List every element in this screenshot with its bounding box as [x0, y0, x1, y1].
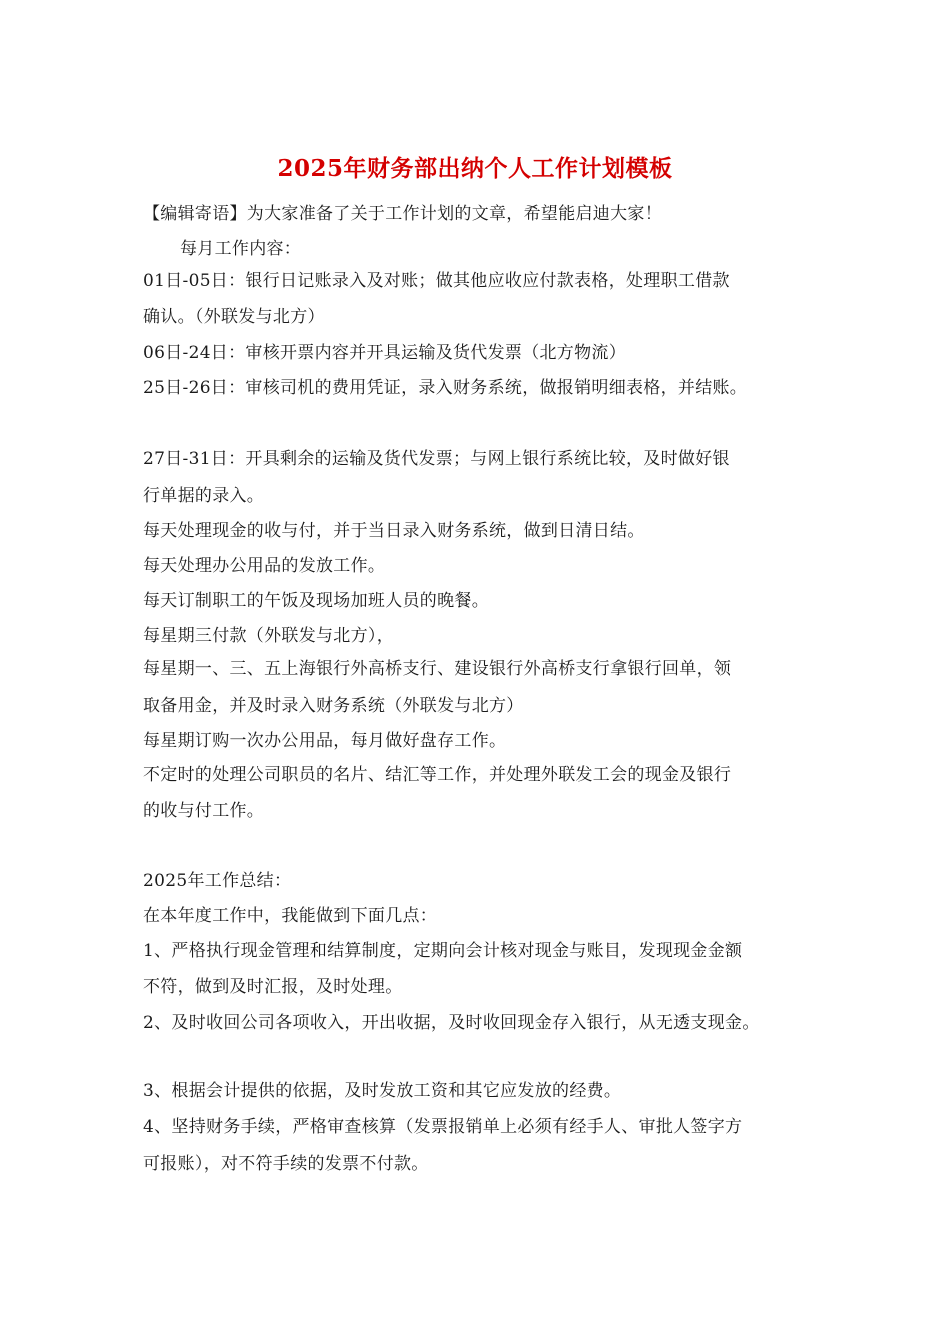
paragraph-line: 01日-05日：银行日记账录入及对账；做其他应收应付款表格，处理职工借款: [143, 271, 730, 291]
paragraph-line: 每天处理办公用品的发放工作。: [143, 556, 386, 576]
paragraph-line: 每天处理现金的收与付，并于当日录入财务系统，做到日清日结。: [143, 521, 645, 541]
paragraph-line: 4、坚持财务手续，严格审查核算（发票报销单上必须有经手人、审批人签字方: [143, 1117, 743, 1137]
monthly-heading: 每月工作内容：: [180, 239, 302, 259]
paragraph-line: 取备用金，并及时录入财务系统（外联发与北方）: [143, 696, 524, 716]
paragraph-line: 06日-24日：审核开票内容并开具运输及货代发票（北方物流）: [143, 343, 627, 363]
paragraph-line: 行单据的录入。: [143, 486, 265, 506]
paragraph-line: 每星期订购一次办公用品，每月做好盘存工作。: [143, 731, 507, 751]
paragraph-line: 的收与付工作。: [143, 801, 265, 821]
paragraph-line: 确认。（外联发与北方）: [143, 307, 325, 327]
summary-heading: 2025年工作总结：: [143, 871, 292, 891]
paragraph-line: 每星期一、三、五上海银行外高桥支行、建设银行外高桥支行拿银行回单，领: [143, 659, 732, 679]
paragraph-line: 不定时的处理公司职员的名片、结汇等工作，并处理外联发工会的现金及银行: [143, 765, 732, 785]
editor-note: 【编辑寄语】为大家准备了关于工作计划的文章，希望能启迪大家！: [143, 204, 662, 224]
paragraph-line: 25日-26日：审核司机的费用凭证，录入财务系统，做报销明细表格，并结账。: [143, 378, 748, 398]
paragraph-line: 3、根据会计提供的依据，及时发放工资和其它应发放的经费。: [143, 1081, 622, 1101]
paragraph-line: 27日-31日：开具剩余的运输及货代发票；与网上银行系统比较，及时做好银: [143, 449, 730, 469]
paragraph-line: 2、及时收回公司各项收入，开出收据，及时收回现金存入银行，从无透支现金。: [143, 1013, 760, 1033]
paragraph-line: 不符，做到及时汇报，及时处理。: [143, 977, 403, 997]
document-title: 2025年财务部出纳个人工作计划模板: [277, 155, 673, 182]
paragraph-line: 1、严格执行现金管理和结算制度，定期向会计核对现金与账目，发现现金金额: [143, 941, 743, 961]
paragraph-line: 每天订制职工的午饭及现场加班人员的晚餐。: [143, 591, 489, 611]
paragraph-line: 在本年度工作中，我能做到下面几点：: [143, 906, 438, 926]
paragraph-line: 可报账），对不符手续的发票不付款。: [143, 1154, 429, 1174]
paragraph-line: 每星期三付款（外联发与北方），: [143, 626, 394, 646]
